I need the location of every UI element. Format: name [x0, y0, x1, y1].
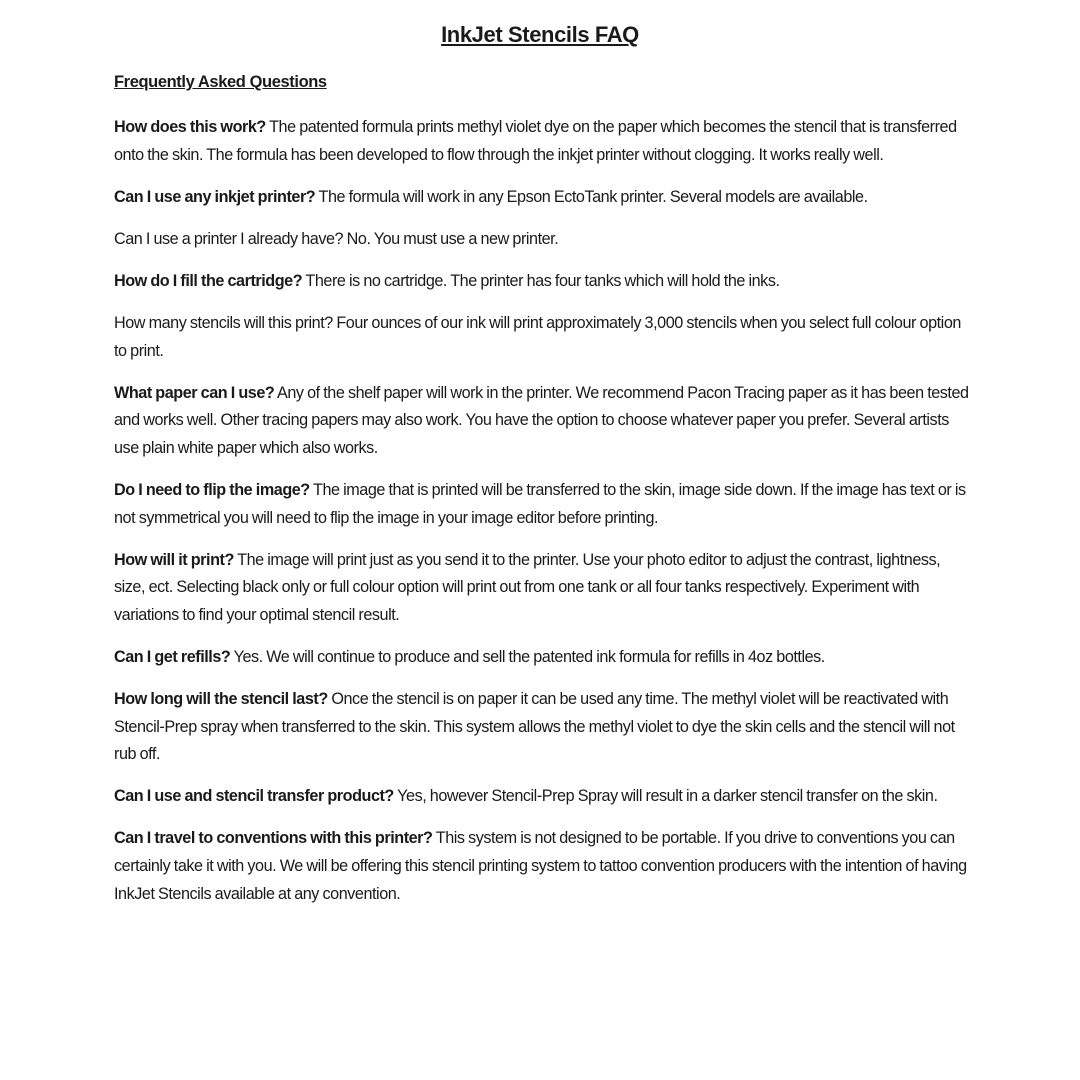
- faq-question: Can I use and stencil transfer product?: [114, 787, 394, 806]
- faq-question: Can I get refills?: [114, 647, 231, 666]
- faq-question: What paper can I use?: [114, 383, 275, 402]
- faq-answer: Any of the shelf paper will work in the printer. We recommend Pacon Tracing paper as it has been tested and works well. Other tracing papers may also work. You have the option to choose whatever paper you prefer. Several artists use plain white paper which also works.: [114, 383, 969, 457]
- faq-item: [114, 825, 974, 908]
- faq-question: Can I use a printer I already have?: [114, 229, 344, 248]
- faq-answer: The patented formula prints methyl violet dye on the paper which becomes the stencil that is transferred onto the skin. The formula has been developed to flow through the inkjet printer without clogging. It works really well.: [114, 118, 957, 164]
- faq-answer: The image that is printed will be transferred to the skin, image side down. If the image has text or is not symmetrical you will need to flip the image in your image editor before printing.: [114, 480, 966, 527]
- faq-question: Can I use any inkjet printer?: [114, 187, 316, 206]
- faq-question: How do I fill the cartridge?: [114, 271, 303, 290]
- faq-answer: No. You must use a new printer.: [346, 229, 559, 248]
- faq-item: [114, 644, 974, 672]
- faq-question: Can I travel to conventions with this printer?: [114, 829, 433, 848]
- faq-answer: This system is not designed to be portable. If you drive to conventions you can certainly take it with you. We will be offering this stencil printing system to tattoo convention producers with the intention of having InkJet Stencils available at any convention.: [114, 829, 967, 903]
- faq-answer: The formula will work in any Epson EctoTank printer. Several models are available.: [318, 187, 868, 206]
- faq-question: How will it print?: [114, 550, 234, 569]
- faq-item: [114, 114, 974, 169]
- faq-answer: Yes. We will continue to produce and sell the patented ink formula for refills in 4oz bottles.: [233, 647, 825, 666]
- faq-answer: Four ounces of our ink will print approximately 3,000 stencils when you select full colour option to print.: [114, 313, 961, 360]
- faq-item: [114, 310, 974, 365]
- faq-question: How many stencils will this print?: [114, 313, 333, 332]
- faq-question: How does this work?: [114, 118, 266, 136]
- faq-item: [114, 783, 974, 811]
- faq-item: [114, 547, 974, 630]
- faq-item: [114, 268, 974, 296]
- faq-answer: Once the stencil is on paper it can be used any time. The methyl violet will be reactivated with Stencil-Prep spray when transferred to the skin. This system allows the methyl violet to dye the skin cells and the stencil will not rub off.: [114, 690, 955, 764]
- section-heading: Frequently Asked Questions: [114, 73, 327, 91]
- faq-list: [114, 114, 974, 923]
- faq-answer: The image will print just as you send it to the printer. Use your photo editor to adjust the contrast, lightness, size, ect. Selecting black only or full colour option will print out from one tank or all four tanks respectively. Experiment with variations to find your optimal stencil result.: [114, 550, 941, 624]
- faq-item: [114, 477, 974, 532]
- faq-item: [114, 226, 974, 254]
- faq-answer: Yes, however Stencil-Prep Spray will result in a darker stencil transfer on the skin.: [397, 787, 938, 806]
- faq-question: Do I need to flip the image?: [114, 480, 310, 499]
- faq-item: [114, 184, 974, 212]
- faq-item: [114, 380, 974, 463]
- document-title: InkJet Stencils FAQ: [441, 22, 639, 47]
- faq-item: [114, 686, 974, 769]
- faq-answer: There is no cartridge. The printer has four tanks which will hold the inks.: [305, 271, 780, 290]
- faq-question: How long will the stencil last?: [114, 690, 328, 708]
